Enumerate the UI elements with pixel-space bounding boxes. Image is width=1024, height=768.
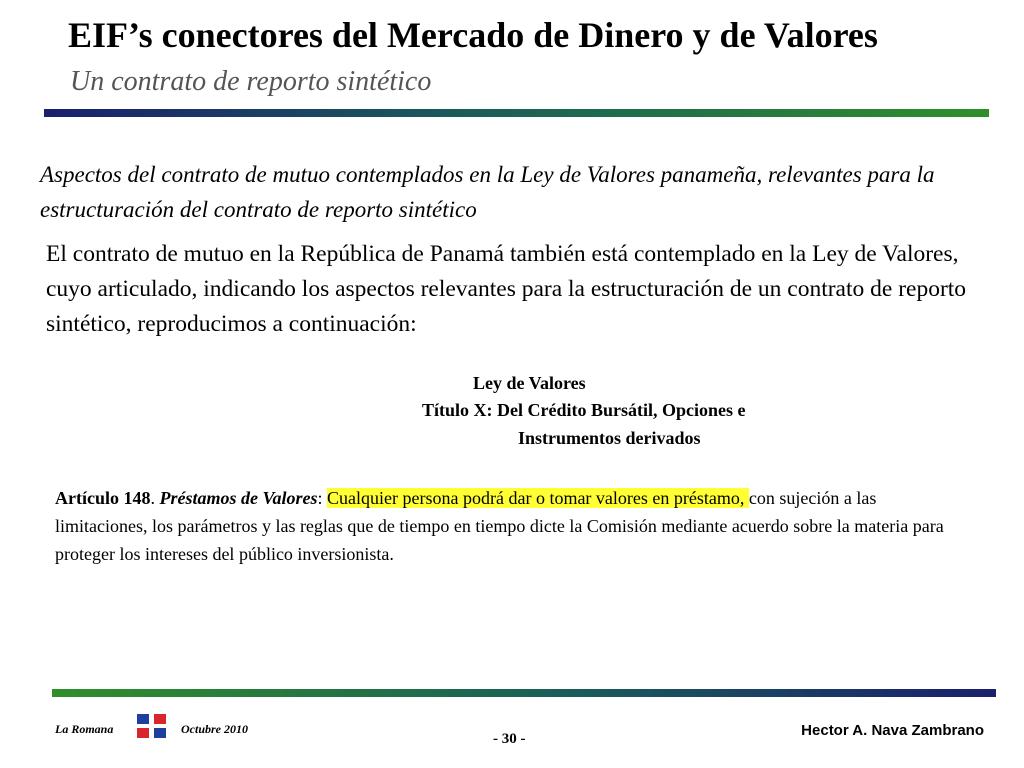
article-name: Préstamos de Valores: [159, 488, 318, 508]
footer-location: La Romana: [55, 722, 114, 736]
article-number: Artículo 148: [55, 488, 151, 508]
page-number: - 30 -: [493, 731, 526, 747]
law-heading-line-1: Ley de Valores: [473, 373, 586, 393]
footer-divider-bar: [52, 689, 996, 697]
slide-subtitle: Un contrato de reporto sintético: [70, 66, 432, 97]
footer-date: Octubre 2010: [181, 722, 248, 736]
body-paragraph: El contrato de mutuo en la República de Panamá también está contemplado en la Ley de Valores, cuyo articulado, indicando los aspectos relevantes para la estructuración de un contrato de reporto sintético, reproducimos a continuación:: [46, 241, 967, 337]
law-heading-line-3: Instrumentos derivados: [518, 428, 701, 448]
article-separator-1: .: [150, 488, 160, 508]
footer-author: Hector A. Nava Zambrano: [801, 722, 984, 739]
header-divider-bar: [44, 109, 989, 117]
article-separator-2: :: [317, 488, 328, 508]
intro-text: Aspectos del contrato de mutuo contemplados en la Ley de Valores panameña, relevantes para la estructuración del contrato de reporto sintético: [40, 162, 935, 222]
article-rest-text: con sujeción a las limitaciones, los parámetros y las reglas que de tiempo en tiempo dicte la Comisión mediante acuerdo sobre la materia para proteger los intereses del público inversionista.: [55, 488, 944, 564]
dominican-republic-flag-icon: [137, 714, 166, 738]
article-paragraph: [55, 484, 955, 568]
slide-title: EIF’s conectores del Mercado de Dinero y de Valores: [68, 15, 878, 55]
article-highlighted-text: Cualquier persona podrá dar o tomar valores en préstamo,: [327, 488, 749, 508]
law-heading-line-2: Título X: Del Crédito Bursátil, Opciones e: [422, 400, 746, 420]
